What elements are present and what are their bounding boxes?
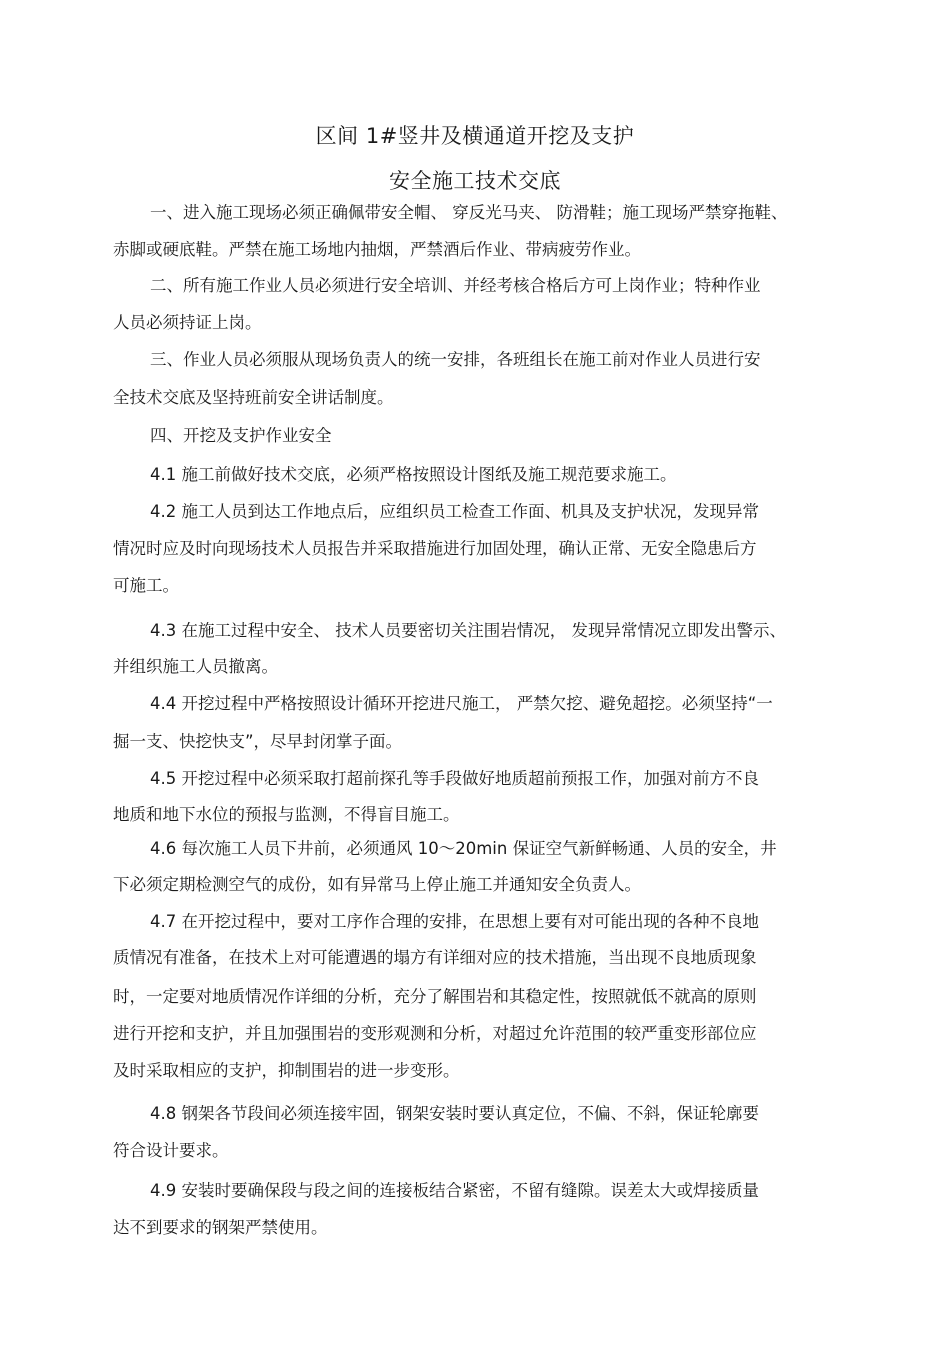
paragraph-line: 一、进入施工现场必须正确佩带安全帽、 穿反光马夹、 防滑鞋；施工现场严禁穿拖鞋、 <box>150 203 788 222</box>
paragraph-line: 可施工。 <box>113 576 179 595</box>
paragraph-line: 达不到要求的钢架严禁使用。 <box>113 1218 328 1237</box>
paragraph-line: 时，一定要对地质情况作详细的分析，充分了解围岩和其稳定性，按照就低不就高的原则 <box>113 987 757 1006</box>
paragraph-line: 并组织施工人员撤离。 <box>113 657 278 676</box>
paragraph-line: 4.4 开挖过程中严格按照设计循环开挖进尺施工， 严禁欠挖、避免超挖。必须坚持“一 <box>150 694 773 713</box>
paragraph-line: 下必须定期检测空气的成份，如有异常马上停止施工并通知安全负责人。 <box>113 875 641 894</box>
paragraph-line: 4.9 安装时要确保段与段之间的连接板结合紧密，不留有缝隙。误差太大或焊接质量 <box>150 1181 759 1200</box>
paragraph-line: 4.1 施工前做好技术交底，必须严格按照设计图纸及施工规范要求施工。 <box>150 465 677 484</box>
paragraph-line: 质情况有准备，在技术上对可能遭遇的塌方有详细对应的技术措施，当出现不良地质现象 <box>113 948 757 967</box>
document-title: 区间 1#竖井及横通道开挖及支护 <box>315 124 635 148</box>
paragraph-line: 4.5 开挖过程中必须采取打超前探孔等手段做好地质超前预报工作，加强对前方不良 <box>150 769 759 788</box>
paragraph-line: 4.8 钢架各节段间必须连接牢固，钢架安装时要认真定位，不偏、不斜，保证轮廓要 <box>150 1104 759 1123</box>
paragraph-line: 二、所有施工作业人员必须进行安全培训、并经考核合格后方可上岗作业；特种作业 <box>150 276 761 295</box>
paragraph-line: 情况时应及时向现场技术人员报告并采取措施进行加固处理，确认正常、无安全隐患后方 <box>113 539 757 558</box>
paragraph-line: 符合设计要求。 <box>113 1141 229 1160</box>
paragraph-line: 全技术交底及坚持班前安全讲话制度。 <box>113 388 394 407</box>
paragraph-line: 进行开挖和支护，并且加强围岩的变形观测和分析，对超过允许范围的较严重变形部位应 <box>113 1024 757 1043</box>
paragraph-line: 4.3 在施工过程中安全、 技术人员要密切关注围岩情况， 发现异常情况立即发出警示、 <box>150 621 786 640</box>
paragraph-line: 4.6 每次施工人员下井前，必须通风 10～20min 保证空气新鲜畅通、人员的安全，井 <box>150 839 777 858</box>
paragraph-line: 赤脚或硬底鞋。严禁在施工场地内抽烟，严禁酒后作业、带病疲劳作业。 <box>113 240 641 259</box>
paragraph-line: 地质和地下水位的预报与监测，不得盲目施工。 <box>113 805 460 824</box>
paragraph-line: 三、作业人员必须服从现场负责人的统一安排，各班组长在施工前对作业人员进行安 <box>150 350 761 369</box>
document-subtitle: 安全施工技术交底 <box>389 169 561 193</box>
paragraph-line: 及时采取相应的支护，抑制围岩的进一步变形。 <box>113 1061 460 1080</box>
section-heading: 四、开挖及支护作业安全 <box>150 426 332 445</box>
paragraph-line: 4.7 在开挖过程中，要对工序作合理的安排，在思想上要有对可能出现的各种不良地 <box>150 912 759 931</box>
paragraph-line: 人员必须持证上岗。 <box>113 313 262 332</box>
paragraph-line: 掘一支、快挖快支”，尽早封闭掌子面。 <box>113 732 403 751</box>
paragraph-line: 4.2 施工人员到达工作地点后，应组织员工检查工作面、机具及支护状况，发现异常 <box>150 502 759 521</box>
